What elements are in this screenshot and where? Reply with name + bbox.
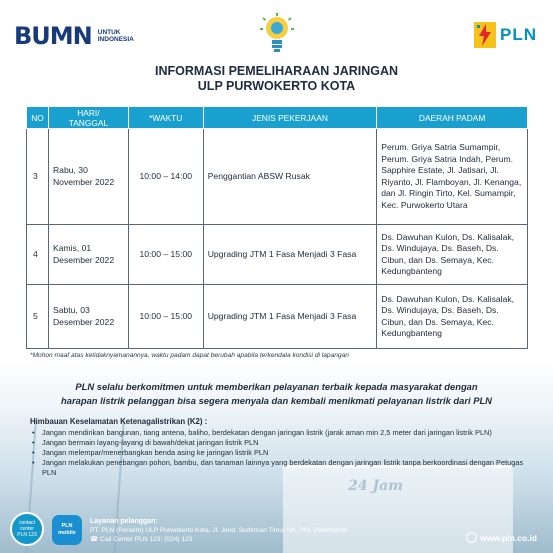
lightning-bolt-icon <box>474 22 496 48</box>
title-line-1: INFORMASI PEMELIHARAAN JARINGAN <box>154 64 399 78</box>
bumn-logo <box>14 22 134 50</box>
building-sign: 24 Jam <box>348 478 403 494</box>
service-label: Layanan pelanggan: <box>90 518 158 525</box>
cell-no: 4 <box>27 225 49 285</box>
pln-logo <box>474 22 537 48</box>
customer-service-info <box>90 517 347 544</box>
website-link[interactable]: www.pln.co.id <box>466 532 537 543</box>
list-item: • Jangan melakukan penebangan pohon, bambu, dan tanaman lainnya yang berdekatan dengan jaringan listrik tanpa berkoordinasi dengan Petugas PLN <box>30 458 530 478</box>
cell-work: Upgrading JTM 1 Fasa Menjadi 3 Fasa <box>203 225 377 285</box>
table-row <box>27 285 528 349</box>
bumn-logo-subtext: UNTUK INDONESIA <box>97 29 134 43</box>
service-phone: ☎ Call Center PLN 123: (024) 123 <box>90 536 193 543</box>
table-header-row <box>27 107 528 129</box>
list-item: • Jangan bermain layang-layang di bawah/dekat jaringan listrik PLN <box>30 438 530 448</box>
table-row <box>27 129 528 225</box>
cell-time: 10:00 – 15:00 <box>128 285 203 349</box>
safety-appeal <box>30 417 530 478</box>
commitment-line-1: PLN selalu berkomitmen untuk memberikan pelayanan terbaik kepada masyarakat dengan <box>75 381 478 392</box>
cell-time: 10:00 – 14:00 <box>128 129 203 225</box>
cell-time: 10:00 – 15:00 <box>128 225 203 285</box>
col-header-time: *WAKTU <box>128 107 203 129</box>
globe-icon <box>466 532 477 543</box>
commitment-line-2: harapan listrik pelanggan bisa segera menyala dan kembali menikmati pelayanan listrik dari PLN <box>61 395 492 406</box>
col-header-area: DAERAH PADAM <box>377 107 528 129</box>
cell-area: Ds. Dawuhan Kulon, Ds. Kalisalak, Ds. Windujaya, Ds. Baseh, Ds. Cibun, dan Ds. Semaya, Kec. Kedungbanteng <box>377 225 528 285</box>
col-header-no: NO <box>27 107 49 129</box>
col-header-date: HARI/ TANGGAL <box>48 107 128 129</box>
cell-date: Sabtu, 03 Desember 2022 <box>48 285 128 349</box>
cell-area: Perum. Griya Satria Sumampir, Perum. Griya Satria Indah, Perum. Sapphire Estate, Jl. Jatisari, Jl. Riyanto, Jl. Flamboyan, Jl. Kenanga, dan Jl. Ringin Tirto, Kel. Sumampir, Kec. Purwokerto Utara <box>377 129 528 225</box>
footnote: *Mohon maaf atas ketidaknyamanannya, waktu padam dapat berubah apabila terkendala kondisi di lapangan <box>30 352 349 359</box>
list-item: • Jangan melempar/menerbangkan benda asing ke jaringan listrik PLN <box>30 448 530 458</box>
safety-appeal-list <box>30 428 530 478</box>
bumn-logo-mark: BUMN <box>14 22 92 50</box>
col-header-work: JENIS PEKERJAAN <box>203 107 377 129</box>
contact-center-badge: contact center PLN 123 <box>10 512 44 546</box>
cell-date: Rabu, 30 November 2022 <box>48 129 128 225</box>
pln-logo-text: PLN <box>500 25 537 44</box>
cell-date: Kamis, 01 Desember 2022 <box>48 225 128 285</box>
cell-area: Ds. Dawuhan Kulon, Ds. Kalisalak, Ds. Windujaya, Ds. Baseh, Ds. Cibun, dan Ds. Semaya, Kec. Kedungbanteng <box>377 285 528 349</box>
page-title <box>0 64 553 94</box>
bulb-emblem-icon <box>259 12 295 56</box>
cell-work: Upgrading JTM 1 Fasa Menjadi 3 Fasa <box>203 285 377 349</box>
table-row <box>27 225 528 285</box>
service-address: PT. PLN (Persero) ULP Purwokerto Kota, Jl. Jend. Sudirman Timur No. 793, Purwokerto <box>90 527 348 534</box>
commitment-statement <box>0 380 553 408</box>
cell-no: 3 <box>27 129 49 225</box>
safety-appeal-heading: Himbauan Keselamatan Ketenagalistrikan (K2) : <box>30 417 208 426</box>
footer <box>0 512 553 553</box>
title-line-2: ULP PURWOKERTO KOTA <box>197 79 356 93</box>
cell-work: Penggantian ABSW Rusak <box>203 129 377 225</box>
maintenance-schedule-table <box>26 106 528 349</box>
cell-no: 5 <box>27 285 49 349</box>
pln-mobile-badge: PLN mobile <box>52 515 82 545</box>
list-item: • Jangan mendirikan bangunan, tiang antena, baliho, berdekatan dengan jaringan listrik (jarak aman min 2,5 meter dari jaringan listrik PLN) <box>30 428 530 438</box>
